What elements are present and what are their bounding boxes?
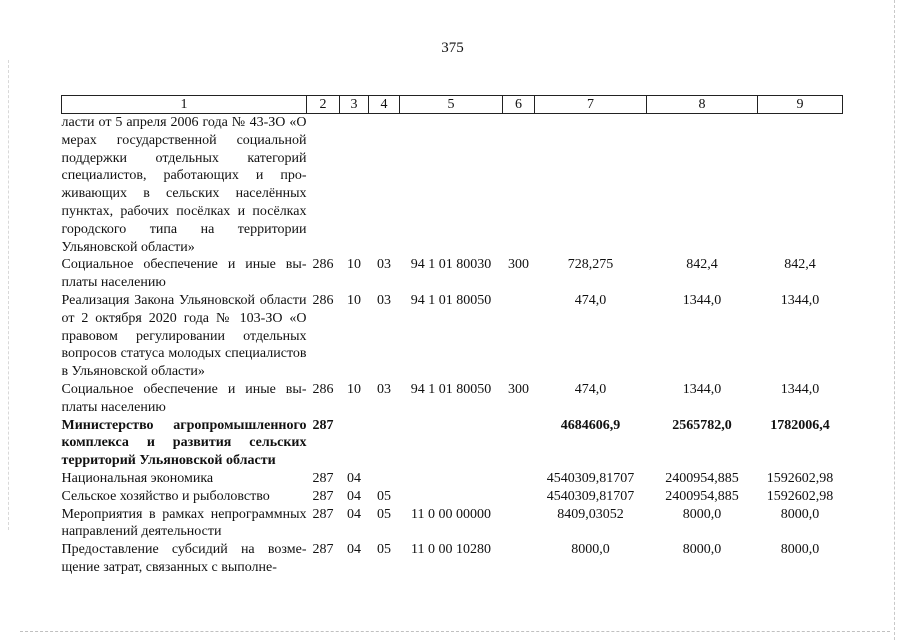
row-col7: 4540309,81707: [546, 470, 635, 486]
row-col7: 4540309,81707: [546, 488, 635, 504]
row-name: Сельское хозяйство и рыболовство: [61, 488, 270, 504]
row-col6: 300: [508, 381, 529, 397]
col-header-6: 6: [503, 96, 535, 114]
row-col3: 04: [347, 506, 361, 522]
page-number: 375: [441, 40, 464, 56]
row-col7: [535, 114, 647, 257]
row-col7: 4684606,9: [560, 417, 621, 433]
row-col9: 8000,0: [780, 542, 820, 558]
table-row: [62, 541, 843, 577]
row-name: Реализация Закона Ульяновской области от 2 октября 2020 года № 103-ЗО «О правовом регулировании отдельных вопросов статуса молодых специалистов в Ульяновской области»: [61, 292, 307, 380]
row-col4: 03: [377, 292, 391, 308]
row-col9: 1592602,98: [766, 488, 834, 504]
row-col5: [400, 114, 503, 257]
row-col4: [369, 114, 400, 257]
row-col6: [503, 541, 535, 577]
col-header-7: 7: [535, 96, 647, 114]
row-col2: 287: [312, 542, 334, 558]
row-name: ласти от 5 апреля 2006 года № 43-ЗО «О мерах государственной социальной поддержки отдельных категорий специалистов, работающих и проживающих в сельских населённых пунктах, рабочих посёлках и посёлках городского типа на территории Ульяновской области»: [61, 115, 307, 255]
row-col9: [758, 114, 843, 257]
table-row: [62, 381, 843, 417]
row-col6: [503, 292, 535, 381]
row-col3: 04: [347, 470, 361, 486]
row-col9: 8000,0: [780, 506, 820, 522]
row-col8: 8000,0: [682, 542, 722, 558]
row-col4: [369, 470, 400, 488]
row-col7: 474,0: [574, 292, 607, 308]
row-col3: 04: [347, 542, 361, 558]
row-name: Национальная экономика: [61, 470, 214, 486]
row-col6: [503, 506, 535, 542]
row-col8: 8000,0: [682, 506, 722, 522]
table-body: [62, 114, 843, 577]
row-col2: 287: [312, 506, 334, 522]
row-col4: 05: [377, 506, 391, 522]
row-col3: [340, 417, 369, 470]
scan-edge-bottom: [20, 631, 890, 632]
col-header-2: 2: [307, 96, 340, 114]
col-header-1: 1: [62, 96, 307, 114]
row-col5: [400, 488, 503, 506]
row-col4: 03: [377, 381, 391, 397]
row-col3: [340, 114, 369, 257]
row-col6: [503, 417, 535, 470]
row-col2: 287: [312, 488, 334, 504]
row-col7: 8409,03052: [557, 506, 624, 522]
row-name: Мероприятия в рамках непрограммных направлений деятельности: [61, 506, 307, 540]
scan-edge-right: [894, 0, 895, 640]
row-col2: 287: [312, 417, 334, 433]
row-col2: 286: [312, 381, 334, 397]
row-col5: 94 1 01 80050: [410, 292, 492, 308]
budget-table: [61, 95, 843, 577]
row-col9: 1344,0: [780, 292, 820, 308]
col-header-8: 8: [647, 96, 758, 114]
row-col3: 04: [347, 488, 361, 504]
row-col4: 05: [377, 488, 391, 504]
table-row: [62, 488, 843, 506]
row-name: Министерство агропромышленного комплекса и развития сельских территорий Ульяновской области: [61, 417, 307, 469]
row-col2: 286: [312, 257, 334, 273]
row-col9: 1592602,98: [766, 470, 834, 486]
row-col8: [647, 114, 758, 257]
scan-edge-left: [8, 60, 9, 530]
row-col3: 10: [347, 381, 361, 397]
row-col8: 842,4: [686, 257, 718, 273]
row-col5: 11 0 00 10280: [411, 542, 491, 558]
row-name: Предоставление субсидий на возмещение затрат, связанных с выполне-: [61, 542, 307, 575]
row-col2: 286: [312, 292, 334, 308]
row-col8: 1344,0: [682, 292, 722, 308]
row-col7: 474,0: [574, 381, 607, 397]
row-col9: 1344,0: [780, 381, 820, 397]
row-col7: 728,275: [567, 257, 614, 273]
table-row: [62, 506, 843, 542]
row-col2: 287: [312, 470, 334, 486]
row-col4: [369, 417, 400, 470]
row-col8: 2565782,0: [672, 417, 732, 433]
col-header-9: 9: [758, 96, 843, 114]
table-row: [62, 292, 843, 381]
row-col5: 94 1 01 80050: [410, 381, 492, 397]
row-col8: 1344,0: [682, 381, 722, 397]
row-col9: 842,4: [784, 257, 816, 273]
col-header-4: 4: [369, 96, 400, 114]
row-col6: [503, 470, 535, 488]
col-header-5: 5: [400, 96, 503, 114]
row-col5: 11 0 00 00000: [411, 506, 491, 522]
row-col6: [503, 114, 535, 257]
row-name: Социальное обеспечение и иные выплаты населению: [61, 257, 307, 291]
row-col8: 2400954,885: [665, 470, 739, 486]
row-col5: [400, 417, 503, 470]
row-col8: 2400954,885: [665, 488, 739, 504]
row-col6: [503, 488, 535, 506]
row-col3: 10: [347, 257, 361, 273]
row-col6: 300: [508, 257, 529, 273]
table-row: [62, 417, 843, 470]
header-row: [62, 96, 843, 114]
row-col7: 8000,0: [571, 542, 610, 558]
table-row: [62, 256, 843, 292]
row-col2: [307, 114, 340, 257]
row-col5: [400, 470, 503, 488]
row-col5: 94 1 01 80030: [410, 257, 492, 273]
row-col3: 10: [347, 292, 361, 308]
row-col4: 05: [377, 542, 391, 558]
col-header-3: 3: [340, 96, 369, 114]
table-row: [62, 114, 843, 257]
row-col9: 1782006,4: [770, 417, 830, 433]
row-col4: 03: [377, 257, 391, 273]
table-row: [62, 470, 843, 488]
row-name: Социальное обеспечение и иные выплаты населению: [61, 381, 307, 415]
